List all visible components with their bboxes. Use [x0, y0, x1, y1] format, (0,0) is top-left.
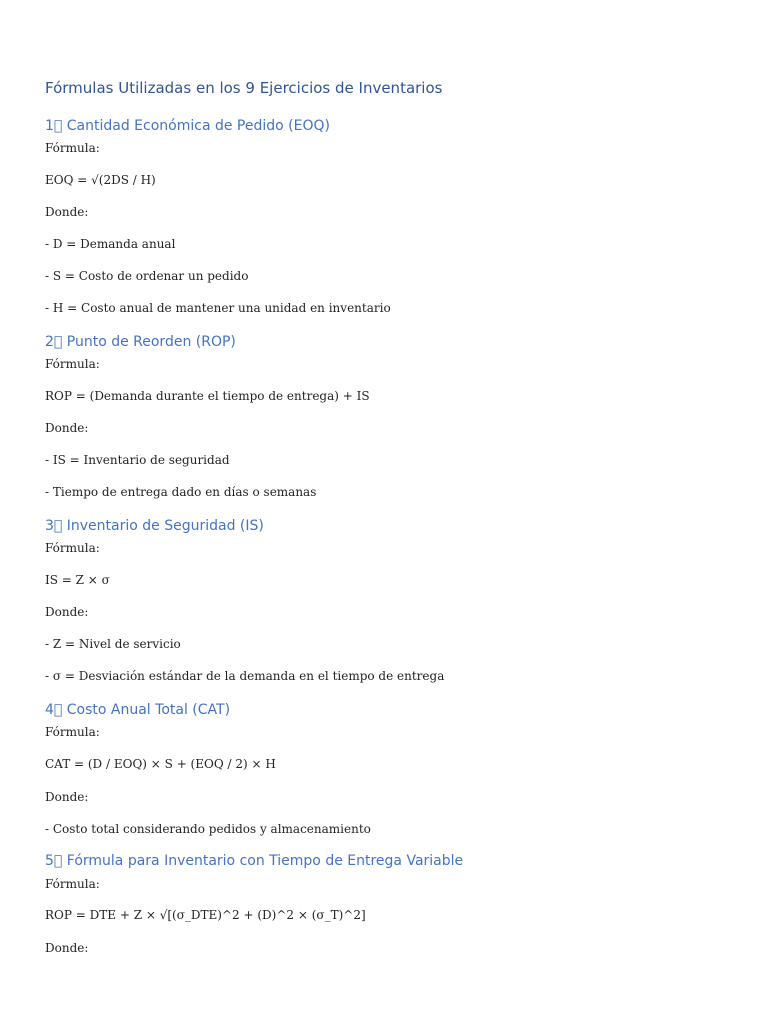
where-label: Donde:: [45, 941, 89, 955]
document-title: Fórmulas Utilizadas en los 9 Ejercicios de Inventarios: [45, 79, 443, 97]
where-label: Donde:: [45, 205, 89, 219]
section-heading-rop: 2⃣ Punto de Reorden (ROP): [45, 334, 236, 350]
definition-item: - Costo total considerando pedidos y almacenamiento: [45, 822, 371, 836]
where-label: Donde:: [45, 421, 89, 435]
definition-item: - IS = Inventario de seguridad: [45, 453, 230, 467]
definition-item: - H = Costo anual de mantener una unidad en inventario: [45, 301, 391, 315]
formula-cat: CAT = (D / EOQ) × S + (EOQ / 2) × H: [45, 757, 276, 771]
formula-label: Fórmula:: [45, 141, 100, 155]
section-heading-eoq: 1⃣ Cantidad Económica de Pedido (EOQ): [45, 118, 330, 134]
definition-item: - Tiempo de entrega dado en días o semanas: [45, 485, 317, 499]
section-heading-is: 3⃣ Inventario de Seguridad (IS): [45, 518, 264, 534]
formula-is: IS = Z × σ: [45, 573, 110, 587]
definition-item: - D = Demanda anual: [45, 237, 176, 251]
formula-rop: ROP = (Demanda durante el tiempo de entrega) + IS: [45, 389, 370, 403]
where-label: Donde:: [45, 605, 89, 619]
definition-item: - σ = Desviación estándar de la demanda en el tiempo de entrega: [45, 669, 445, 683]
formula-label: Fórmula:: [45, 725, 100, 739]
where-label: Donde:: [45, 790, 89, 804]
formula-label: Fórmula:: [45, 357, 100, 371]
formula-label: Fórmula:: [45, 877, 100, 891]
formula-rop-variable: ROP = DTE + Z × √[(σ_DTE)^2 + (D)^2 × (σ_T)^2]: [45, 908, 366, 922]
section-heading-cat: 4⃣ Costo Anual Total (CAT): [45, 702, 231, 718]
formula-label: Fórmula:: [45, 541, 100, 555]
section-heading-variable-lead-time: 5⃣ Fórmula para Inventario con Tiempo de Entrega Variable: [45, 853, 464, 869]
definition-item: - S = Costo de ordenar un pedido: [45, 269, 249, 283]
definition-item: - Z = Nivel de servicio: [45, 637, 181, 651]
formula-eoq: EOQ = √(2DS / H): [45, 173, 156, 187]
